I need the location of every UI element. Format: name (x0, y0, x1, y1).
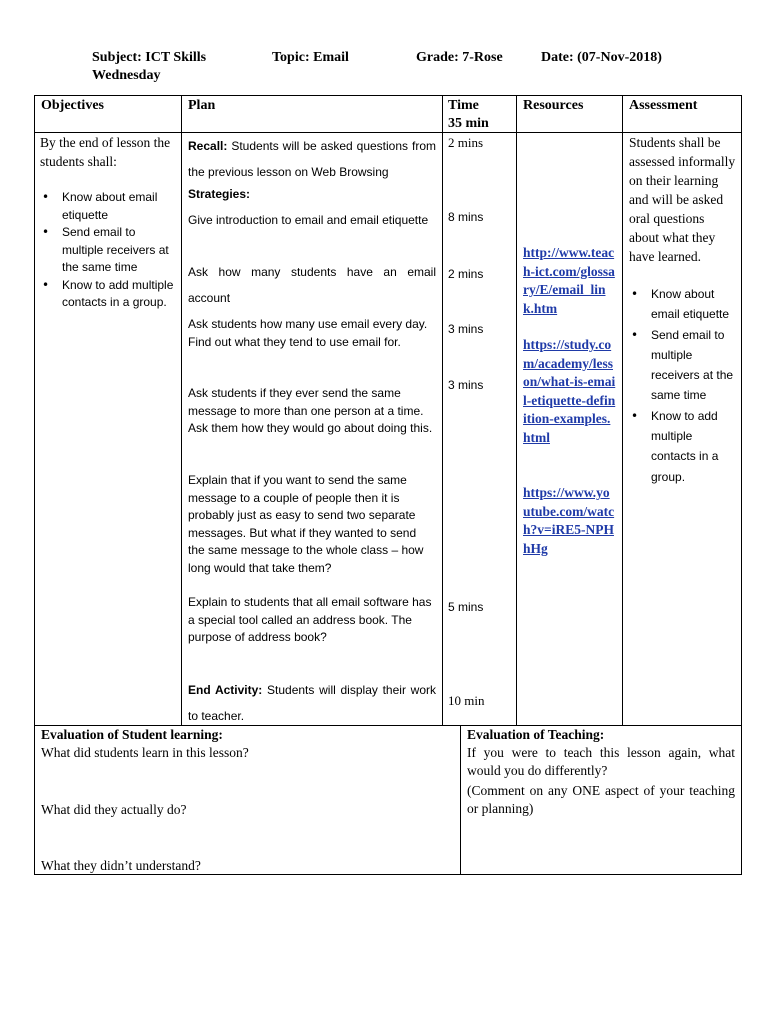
time-entry: 3 mins (448, 322, 484, 336)
assessment-list (629, 284, 737, 487)
assessment-header: Assessment (629, 98, 698, 113)
plan-step-intro: Give introduction to email and email etiquette (188, 213, 429, 227)
resource-link-teach-ict[interactable]: http://www.teach-ict.com/glossary/E/email_link.htm (523, 245, 615, 316)
resource-link-youtube[interactable]: https://www.youtube.com/watch?v=iRE5-NPHhHg (523, 485, 615, 556)
objectives-cell (40, 133, 177, 312)
plan-step-usage: Ask students how many use email every day. Find out what they tend to use email for. (188, 317, 428, 349)
recall-text: Students will be asked questions from the previous lesson on Web Browsing (188, 139, 436, 179)
plan-header: Plan (188, 98, 216, 113)
resource-link-study[interactable]: https://study.com/academy/lesson/what-is-email-etiquette-definition-examples.html (523, 337, 616, 445)
objective-item: • Know to add multiple contacts in a group. (40, 277, 176, 312)
end-activity-text: Students will display their work to teacher. (188, 683, 436, 723)
student-evaluation-q3: What they didn’t understand? (41, 858, 201, 873)
recall-label: Recall: (188, 139, 228, 153)
teaching-evaluation-title: Evaluation of Teaching: (467, 727, 605, 742)
objective-item: • Know about email etiquette (40, 189, 176, 224)
objectives-list (40, 189, 176, 312)
plan-step-explain: Explain that if you want to send the same message to a couple of people then it is probably just as easy to send two separate messages. But what if they wanted to send the same message to the whole class – how long would that take them? (188, 473, 424, 575)
plan-step-multiple: Ask students if they ever send the same message to more than one person at a time. Ask them how they would go about doing this. (188, 386, 433, 435)
objectives-intro: By the end of lesson the students shall: (40, 135, 171, 169)
time-entry: 8 mins (448, 210, 484, 224)
plan-end-activity (188, 677, 436, 729)
assessment-item: • Know about email etiquette (629, 284, 737, 325)
time-header: Time 35 min (448, 98, 489, 131)
teaching-evaluation-q1: If you were to teach this lesson again, what would you do differently? (467, 745, 735, 778)
plan-recall (188, 133, 436, 185)
student-evaluation-q2: What did they actually do? (41, 802, 187, 817)
resources-header: Resources (523, 98, 584, 113)
date-label: Date: (07-Nov-2018) (541, 50, 662, 65)
assessment-cell (629, 133, 737, 487)
objective-item: • Send email to multiple receivers at the same time (40, 224, 176, 277)
student-evaluation-title: Evaluation of Student learning: (41, 727, 223, 742)
resources-cell (523, 244, 616, 558)
strategies-label: Strategies: (188, 187, 251, 201)
assessment-item: • Know to add multiple contacts in a group. (629, 406, 737, 487)
assessment-item: • Send email to multiple receivers at the same time (629, 325, 737, 406)
teaching-evaluation-q2: (Comment on any ONE aspect of your teaching or planning) (467, 783, 735, 816)
time-entry: 5 mins (448, 600, 484, 614)
time-entry: 2 mins (448, 135, 484, 150)
subject-label: Subject: ICT Skills (92, 50, 207, 65)
time-entry: 10 min (448, 693, 485, 708)
time-entry: 3 mins (448, 378, 484, 392)
objectives-header: Objectives (41, 98, 104, 113)
plan-step-account: Ask how many students have an email account (188, 265, 436, 305)
student-evaluation-q1: What did students learn in this lesson? (41, 745, 249, 760)
grade-label: Grade: 7-Rose (416, 50, 503, 65)
assessment-intro: Students shall be assessed informally on their learning and will be asked oral questions about what they have learned. (629, 135, 736, 264)
topic-label: Topic: Email (272, 50, 349, 65)
time-entry: 2 mins (448, 267, 484, 281)
day-label: Wednesday (92, 68, 161, 83)
end-activity-label: End Activity: (188, 683, 263, 697)
plan-step-addressbook: Explain to students that all email software has a special tool called an address book. The purpose of address book? (188, 595, 432, 644)
